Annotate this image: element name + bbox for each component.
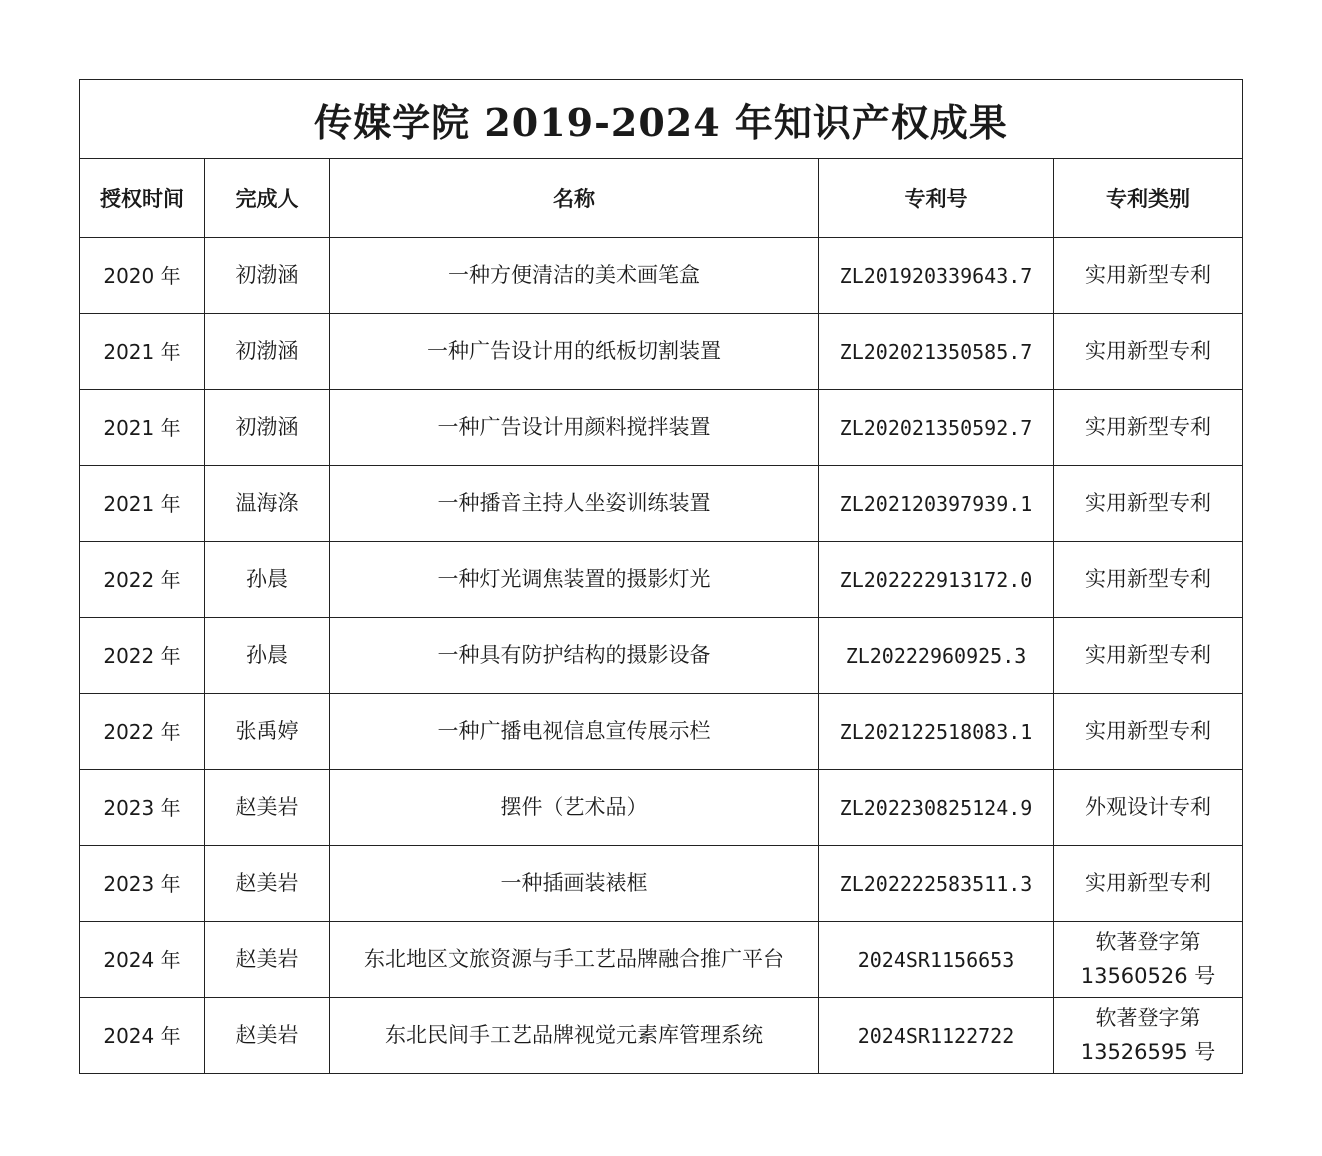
cell-year: 2024 年 [80, 998, 205, 1074]
cell-patent-number: ZL20222960925.3 [819, 618, 1054, 694]
cell-author: 赵美岩 [205, 998, 330, 1074]
header-author: 完成人 [205, 159, 330, 238]
cell-name: 一种灯光调焦装置的摄影灯光 [330, 542, 819, 618]
table-row [80, 846, 1243, 922]
cell-author: 初渤涵 [205, 314, 330, 390]
title-row [80, 80, 1243, 159]
header-row [80, 159, 1243, 238]
cell-category: 实用新型专利 [1054, 466, 1243, 542]
cell-author: 赵美岩 [205, 846, 330, 922]
header-name: 名称 [330, 159, 819, 238]
cell-name: 东北地区文旅资源与手工艺品牌融合推广平台 [330, 922, 819, 998]
category-line-1: 软著登字第 [1095, 1005, 1201, 1030]
cell-year: 2021 年 [80, 466, 205, 542]
cell-author: 赵美岩 [205, 770, 330, 846]
cell-author: 初渤涵 [205, 238, 330, 314]
cell-year: 2022 年 [80, 618, 205, 694]
cell-category: 实用新型专利 [1054, 618, 1243, 694]
cell-category: 外观设计专利 [1054, 770, 1243, 846]
table-row [80, 542, 1243, 618]
cell-year: 2021 年 [80, 390, 205, 466]
cell-patent-number: ZL202222913172.0 [819, 542, 1054, 618]
cell-author: 初渤涵 [205, 390, 330, 466]
cell-patent-number: ZL202122518083.1 [819, 694, 1054, 770]
cell-year: 2023 年 [80, 770, 205, 846]
cell-category: 实用新型专利 [1054, 846, 1243, 922]
cell-name: 一种广播电视信息宣传展示栏 [330, 694, 819, 770]
cell-category: 实用新型专利 [1054, 238, 1243, 314]
table-row [80, 390, 1243, 466]
header-patent-number: 专利号 [819, 159, 1054, 238]
table-row [80, 618, 1243, 694]
cell-category [1054, 922, 1243, 998]
cell-year: 2020 年 [80, 238, 205, 314]
cell-name: 一种播音主持人坐姿训练装置 [330, 466, 819, 542]
cell-year: 2023 年 [80, 846, 205, 922]
table-row [80, 998, 1243, 1074]
ip-achievements-table [79, 79, 1243, 1074]
table-row [80, 922, 1243, 998]
header-patent-category: 专利类别 [1054, 159, 1243, 238]
cell-author: 张禹婷 [205, 694, 330, 770]
cell-author: 孙晨 [205, 542, 330, 618]
header-grant-time: 授权时间 [80, 159, 205, 238]
cell-patent-number: 2024SR1156653 [819, 922, 1054, 998]
cell-patent-number: ZL202230825124.9 [819, 770, 1054, 846]
cell-author: 赵美岩 [205, 922, 330, 998]
cell-author: 温海涤 [205, 466, 330, 542]
cell-patent-number: ZL202021350585.7 [819, 314, 1054, 390]
table-row [80, 770, 1243, 846]
category-line-1: 软著登字第 [1095, 929, 1201, 954]
table-row [80, 466, 1243, 542]
cell-category: 实用新型专利 [1054, 542, 1243, 618]
cell-patent-number: ZL201920339643.7 [819, 238, 1054, 314]
cell-year: 2022 年 [80, 694, 205, 770]
table-title: 传媒学院 2019-2024 年知识产权成果 [80, 80, 1243, 159]
cell-year: 2022 年 [80, 542, 205, 618]
cell-category: 实用新型专利 [1054, 390, 1243, 466]
cell-name: 一种广告设计用颜料搅拌装置 [330, 390, 819, 466]
cell-name: 东北民间手工艺品牌视觉元素库管理系统 [330, 998, 819, 1074]
category-line-2: 13560526 号 [1080, 963, 1216, 988]
cell-category: 实用新型专利 [1054, 314, 1243, 390]
cell-name: 一种广告设计用的纸板切割装置 [330, 314, 819, 390]
table-row [80, 694, 1243, 770]
cell-patent-number: ZL202021350592.7 [819, 390, 1054, 466]
cell-patent-number: 2024SR1122722 [819, 998, 1054, 1074]
cell-year: 2024 年 [80, 922, 205, 998]
cell-year: 2021 年 [80, 314, 205, 390]
table-row [80, 238, 1243, 314]
cell-author: 孙晨 [205, 618, 330, 694]
cell-name: 一种方便清洁的美术画笔盒 [330, 238, 819, 314]
cell-category [1054, 998, 1243, 1074]
category-line-2: 13526595 号 [1080, 1039, 1216, 1064]
cell-patent-number: ZL202222583511.3 [819, 846, 1054, 922]
table-row [80, 314, 1243, 390]
cell-name: 摆件（艺术品） [330, 770, 819, 846]
ip-achievements-document [79, 79, 1242, 1074]
cell-category: 实用新型专利 [1054, 694, 1243, 770]
cell-name: 一种插画装裱框 [330, 846, 819, 922]
cell-name: 一种具有防护结构的摄影设备 [330, 618, 819, 694]
cell-patent-number: ZL202120397939.1 [819, 466, 1054, 542]
